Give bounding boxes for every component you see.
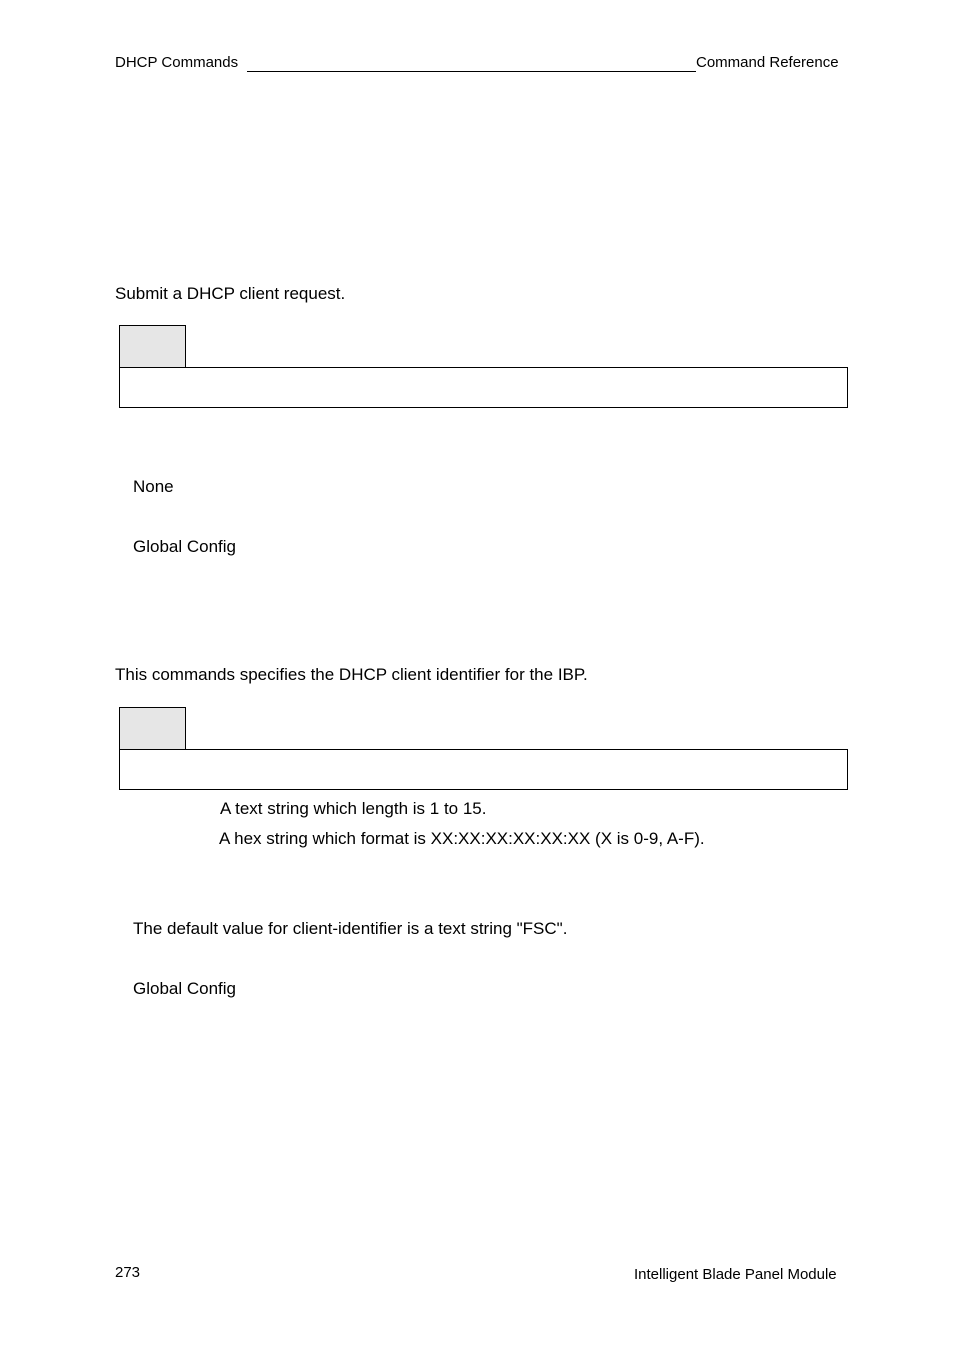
header-rule: [247, 71, 696, 72]
section2-param-text-desc: A text string which length is 1 to 15.: [220, 799, 487, 818]
section2-description: This commands specifies the DHCP client identifier for the IBP.: [115, 665, 588, 684]
header-document-title: Command Reference: [696, 54, 839, 71]
footer-product-name: Intelligent Blade Panel Module: [634, 1266, 837, 1283]
section1-format-tab: [119, 325, 186, 367]
page-number: 273: [115, 1264, 141, 1281]
section2-command-box: [119, 749, 848, 790]
section1-default-value: None: [133, 477, 174, 496]
section1-command-box: [119, 367, 848, 408]
section2-format-tab: [119, 707, 186, 749]
header-section-title: DHCP Commands: [115, 54, 239, 71]
section2-default-value: The default value for client-identifier is a text string "FSC".: [133, 919, 568, 938]
section1-description: Submit a DHCP client request.: [115, 284, 346, 303]
section2-command-mode: Global Config: [133, 979, 237, 998]
section1-command-mode: Global Config: [133, 537, 237, 556]
section2-param-hex-desc: A hex string which format is XX:XX:XX:XX:XX:XX (X is 0-9, A-F).: [219, 829, 705, 848]
